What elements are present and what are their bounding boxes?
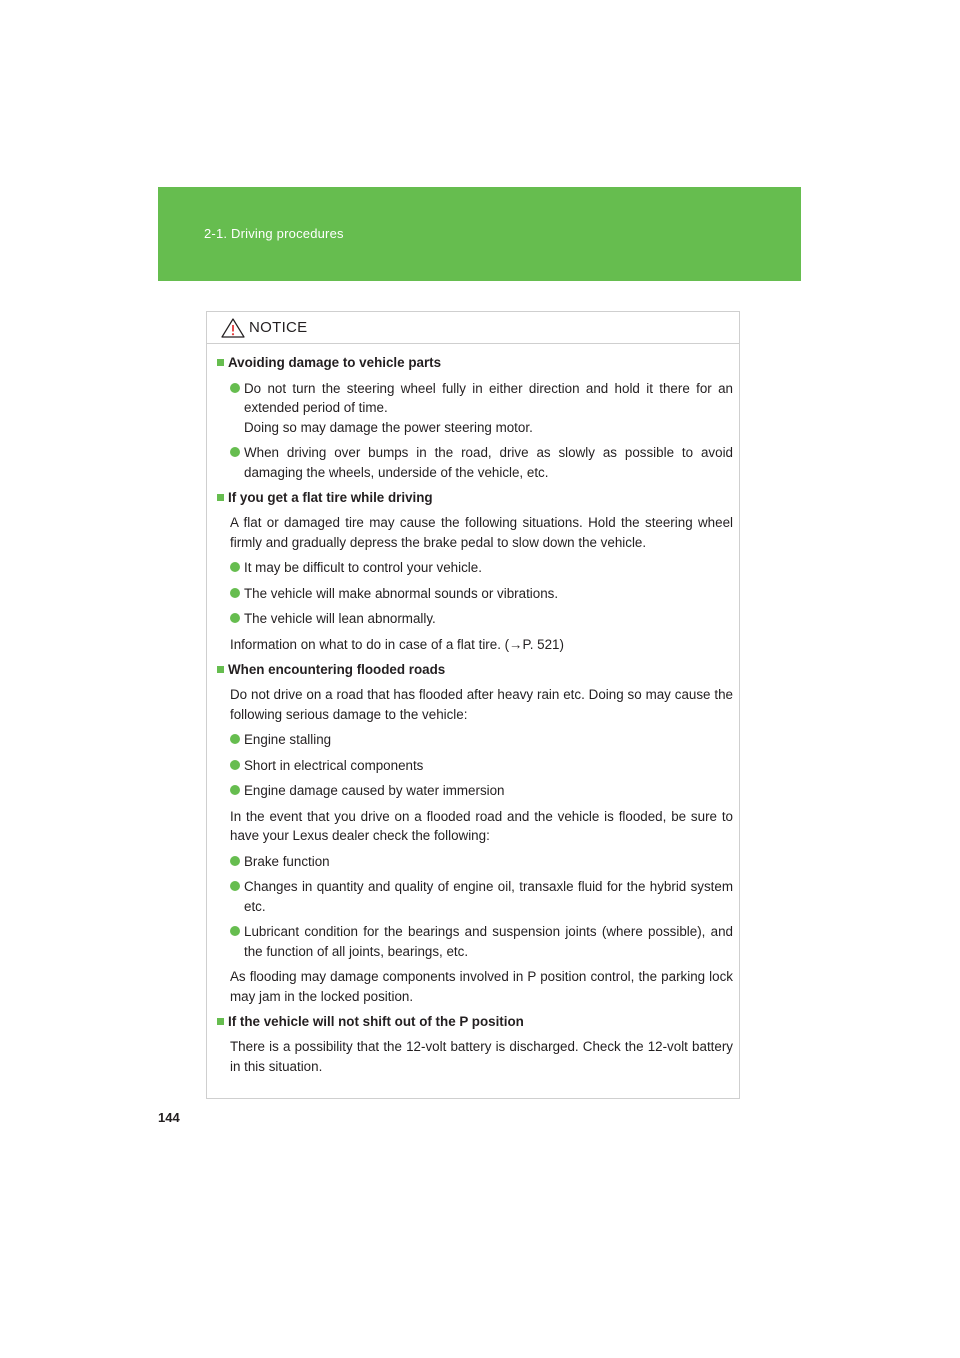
paragraph: There is a possibility that the 12-volt battery is discharged. Check the 12-volt battery in this situation. [230,1039,733,1074]
round-bullet-icon [230,734,240,744]
section-heading: If the vehicle will not shift out of the P position [217,1012,733,1032]
section-heading: When encountering flooded roads [217,660,733,680]
list-item: When driving over bumps in the road, drive as slowly as possible to avoid damaging the wheels, underside of the vehicle, etc. [217,443,733,482]
section-heading: Avoiding damage to vehicle parts [217,353,733,373]
paragraph: As flooding may damage components involved in P position control, the parking lock may jam in the locked position. [230,969,733,1004]
round-bullet-icon [230,785,240,795]
list-item: Engine damage caused by water immersion [217,781,733,801]
round-bullet-icon [230,760,240,770]
list-item: It may be difficult to control your vehicle. [217,558,733,578]
notice-header [207,312,739,344]
warning-triangle-icon [220,317,246,339]
round-bullet-icon [230,881,240,891]
round-bullet-icon [230,588,240,598]
list-item: Engine stalling [217,730,733,750]
notice-body [207,344,739,1076]
notice-box [206,311,740,1099]
list-item: Changes in quantity and quality of engine oil, transaxle fluid for the hybrid system etc. [217,877,733,916]
round-bullet-icon [230,926,240,936]
paragraph: Information on what to do in case of a flat tire. (→P. 521) [230,636,564,652]
section-title: 2-1. Driving procedures [204,226,344,241]
list-item: The vehicle will make abnormal sounds or vibrations. [217,584,733,604]
section-heading: If you get a flat tire while driving [217,488,733,508]
list-item: Short in electrical components [217,756,733,776]
square-bullet-icon [217,494,224,501]
list-item: The vehicle will lean abnormally. [217,609,733,629]
list-item: Brake function [217,852,733,872]
section-header-band [158,187,801,281]
list-item: Lubricant condition for the bearings and suspension joints (where possible), and the function of all joints, bearings, etc. [217,922,733,961]
square-bullet-icon [217,359,224,366]
list-item: Do not turn the steering wheel fully in either direction and hold it there for an extended period of time. Doing so may damage the power steering motor. [217,379,733,438]
round-bullet-icon [230,447,240,457]
round-bullet-icon [230,613,240,623]
round-bullet-icon [230,383,240,393]
paragraph: In the event that you drive on a flooded road and the vehicle is flooded, be sure to have your Lexus dealer check the following: [230,808,733,843]
round-bullet-icon [230,856,240,866]
page-number: 144 [158,1110,180,1125]
square-bullet-icon [217,1018,224,1025]
paragraph: A flat or damaged tire may cause the following situations. Hold the steering wheel firmly and gradually depress the brake pedal to slow down the vehicle. [230,515,733,550]
round-bullet-icon [230,562,240,572]
paragraph: Do not drive on a road that has flooded after heavy rain etc. Doing so may cause the following serious damage to the vehicle: [230,687,733,722]
square-bullet-icon [217,666,224,673]
notice-label: NOTICE [249,319,308,336]
